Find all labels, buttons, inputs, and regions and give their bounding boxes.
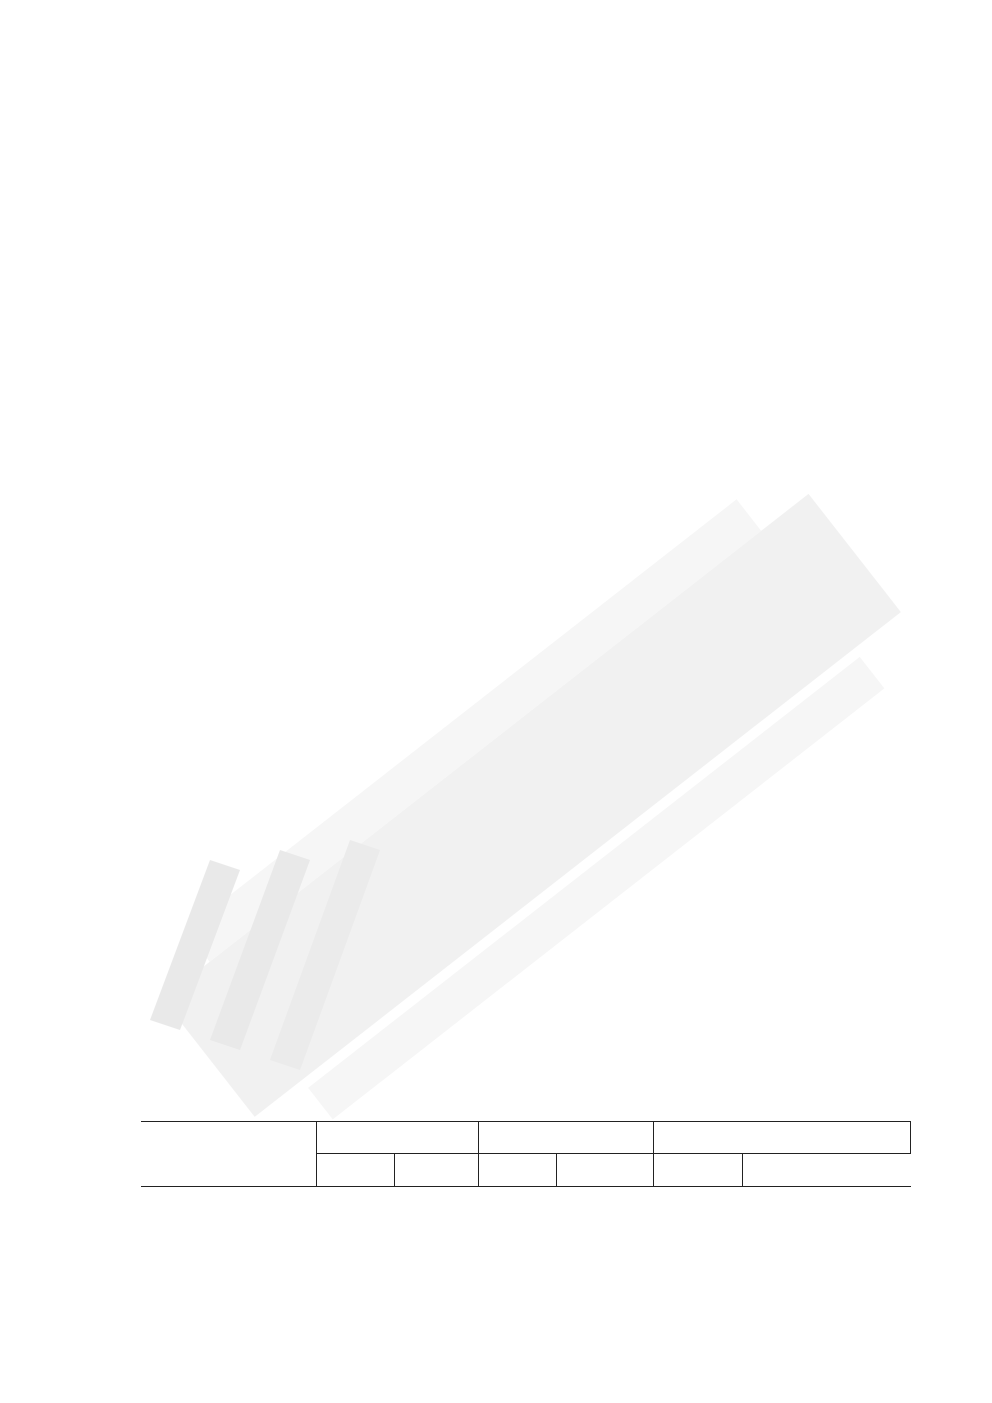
subheader-freq xyxy=(557,1154,654,1187)
col-group-cumulative-down xyxy=(654,1122,911,1154)
subheader-freq xyxy=(395,1154,479,1187)
col-group-cumulative-up xyxy=(479,1122,654,1154)
subheader-count xyxy=(479,1154,557,1187)
grade-group-table xyxy=(141,1121,911,1187)
col-group-frequency xyxy=(317,1122,479,1154)
subheader-count xyxy=(654,1154,743,1187)
subheader-count xyxy=(317,1154,395,1187)
subheader-freq xyxy=(743,1154,911,1187)
group-header xyxy=(141,1122,317,1187)
